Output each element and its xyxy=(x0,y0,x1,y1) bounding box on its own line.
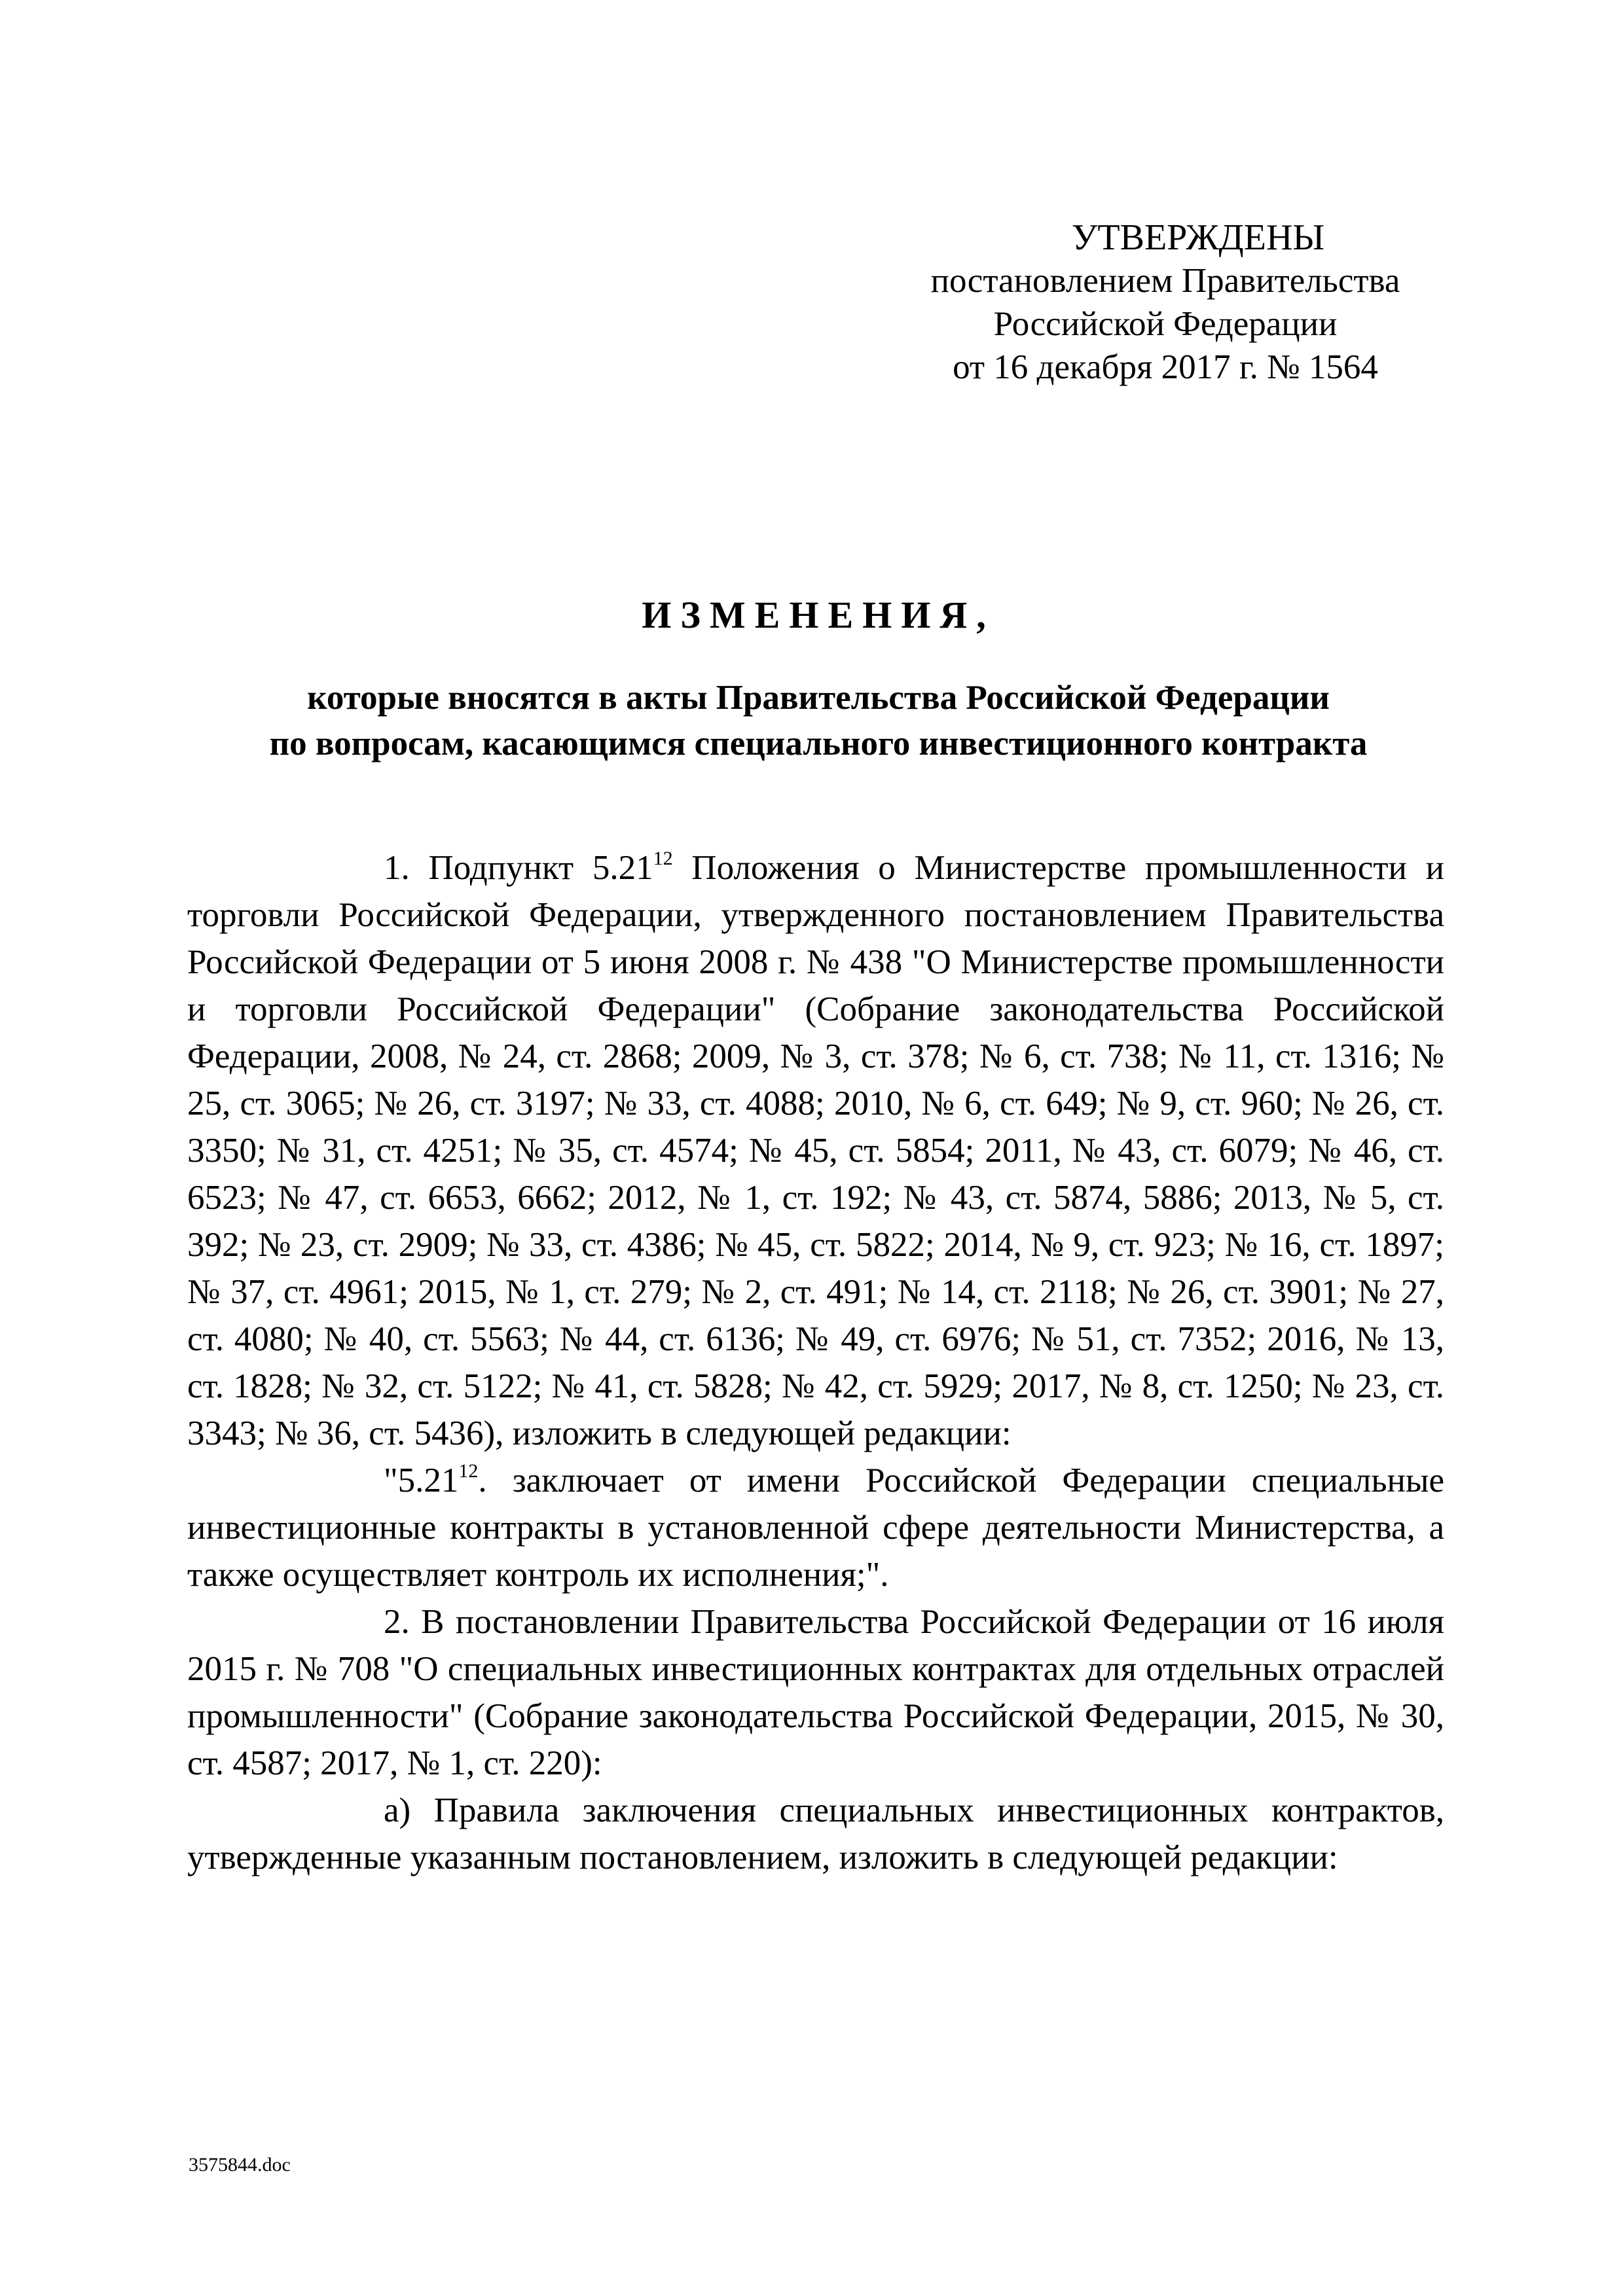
approval-word: УТВЕРЖДЕНЫ xyxy=(1071,217,1325,258)
quote-text: . заключает от имени Российской Федерации специальные инвестиционные контракты в установленной сфере деятельности Министерства, а также осуществляет контроль их исполнения;". xyxy=(187,1462,1444,1594)
paragraph-1-superscript: 12 xyxy=(653,848,673,869)
approval-stamp xyxy=(851,216,1480,389)
paragraph-1-prefix: 1. Подпункт 5.21 xyxy=(384,849,653,887)
approval-line-1: постановлением Правительства xyxy=(930,262,1400,300)
paragraph-1 xyxy=(187,844,1444,1457)
paragraph-3: а) Правила заключения специальных инвестиционных контрактов, утвержденные указанным постановлением, изложить в следующей редакции: xyxy=(187,1791,1444,1876)
subtitle-line-1: которые вносятся в акты Правительства Российской Федерации xyxy=(307,679,1330,717)
quoted-subpoint xyxy=(187,1457,1444,1598)
document-body xyxy=(187,844,1444,1881)
approval-line-2: Российской Федерации xyxy=(993,305,1338,343)
title-heading: ИЗМЕНЕНИЯ, xyxy=(642,594,995,636)
document-title xyxy=(190,592,1447,766)
subtitle-line-2: по вопросам, касающимся специального инвестиционного контракта xyxy=(269,725,1368,762)
approval-line-3: от 16 декабря 2017 г. № 1564 xyxy=(953,348,1378,386)
quote-prefix: "5.21 xyxy=(384,1462,459,1499)
file-code: 3575844.doc xyxy=(189,2154,291,2176)
paragraph-1-text: Положения о Министерстве промышленности и торговли Российской Федерации, утвержденного постановлением Правительства Российской Федерации от 5 июня 2008 г. № 438 "О Министерстве промышленности и торговли Российской Федерации" (Собрание законодательства Российской Федерации, 2008, № 24, ст. 2868; 2009, № 3, ст. 378; № 6, ст. 738; № 11, ст. 1316; № 25, ст. 3065; № 26, ст. 3197; № 33, ст. 4088; 2010, № 6, ст. 649; № 9, ст. 960; № 26, ст. 3350; № 31, ст. 4251; № 35, ст. 4574; № 45, ст. 5854; 2011, № 43, ст. 6079; № 46, ст. 6523; № 47, ст. 6653, 6662; 2012, № 1, ст. 192; № 43, ст. 5874, 5886; 2013, № 5, ст. 392; № 23, ст. 2909; № 33, ст. 4386; № 45, ст. 5822; 2014, № 9, ст. 923; № 16, ст. 1897; № 37, ст. 4961; 2015, № 1, ст. 279; № 2, ст. 491; № 14, ст. 2118; № 26, ст. 3901; № 27, ст. 4080; № 40, ст. 5563; № 44, ст. 6136; № 49, ст. 6976; № 51, ст. 7352; 2016, № 13, ст. 1828; № 32, ст. 5122; № 41, ст. 5828; № 42, ст. 5929; 2017, № 8, ст. 1250; № 23, ст. 3343; № 36, ст. 5436), изложить в следующей редакции: xyxy=(187,849,1444,1452)
quote-superscript: 12 xyxy=(458,1460,479,1482)
paragraph-2: 2. В постановлении Правительства Российской Федерации от 16 июля 2015 г. № 708 "О специальных инвестиционных контрактах для отдельных отраслей промышленности" (Собрание законодательства Российской Федерации, 2015, № 30, ст. 4587; 2017, № 1, ст. 220): xyxy=(187,1603,1444,1782)
